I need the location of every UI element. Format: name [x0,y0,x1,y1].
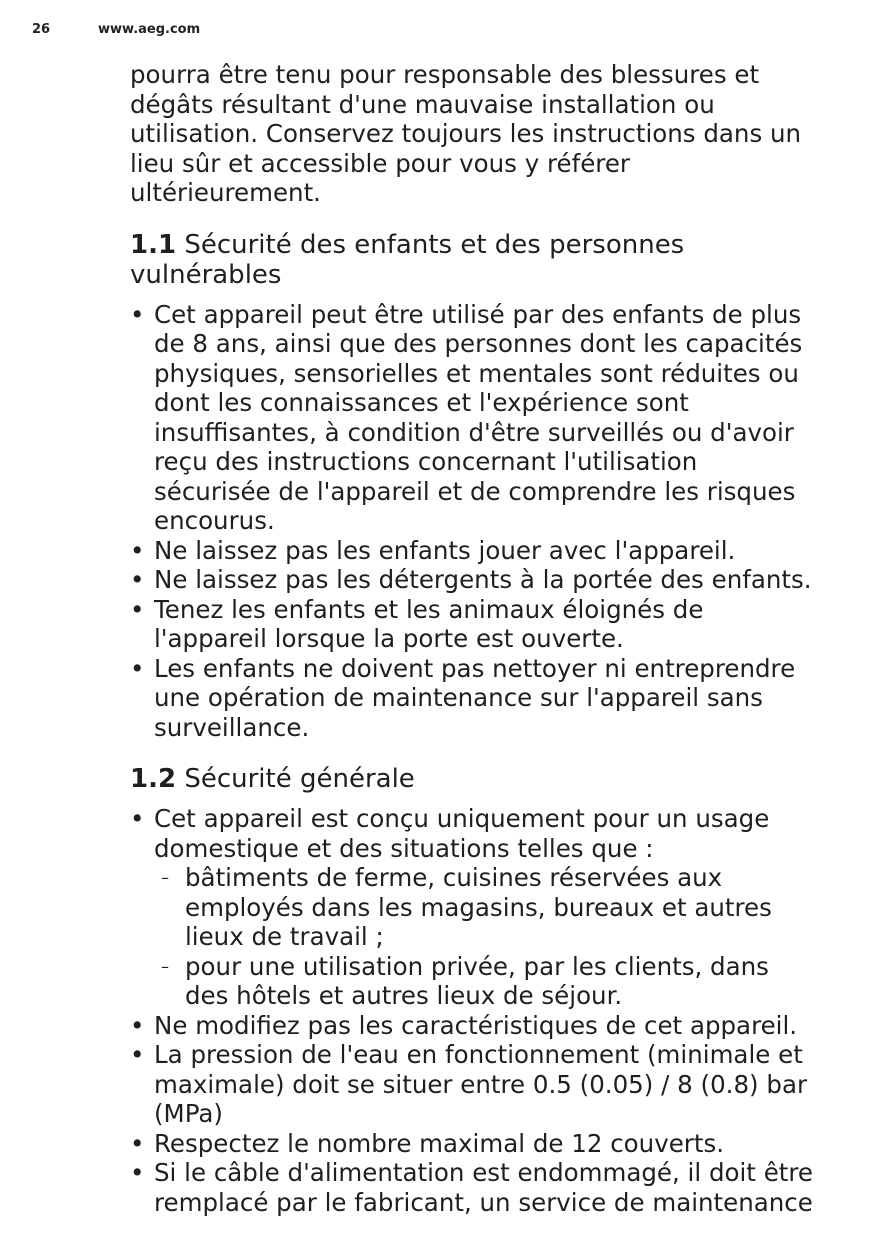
list-item: • Respectez le nombre maximal de 12 couverts. [130,1129,820,1159]
child-safety-list [130,300,820,743]
list-item: • Les enfants ne doivent pas nettoyer ni entreprendre une opération de maintenance sur l'appareil sans surveillance. [130,654,820,743]
website-url: www.aeg.com [98,22,201,37]
list-item: • Ne laissez pas les enfants jouer avec l'appareil. [130,536,820,566]
section-number: 1.2 [130,764,177,794]
list-item: • Ne modifiez pas les caractéristiques de cet appareil. [130,1011,820,1041]
list-item: • Tenez les enfants et les animaux éloignés de l'appareil lorsque la porte est ouverte. [130,595,820,654]
general-safety-list [130,804,820,1217]
section-number: 1.1 [130,229,177,260]
list-item-text: Cet appareil est conçu uniquement pour un usage domestique et des situations telles que : [154,804,770,863]
page-number: 26 [32,22,51,37]
page-header [32,22,200,37]
section-title: Sécurité des enfants et des personnes vulnérables [130,229,685,290]
list-item: • Ne laissez pas les détergents à la portée des enfants. [130,565,820,595]
usage-situations-list [154,863,820,1011]
list-item: • Si le câble d'alimentation est endommagé, il doit être remplacé par le fabricant, un service de maintenance [130,1158,820,1217]
section-heading-child-safety [130,230,820,290]
list-item: • La pression de l'eau en fonctionnement (minimale et maximale) doit se situer entre 0.5 (0.05) / 8 (0.8) bar (MPa) [130,1040,820,1129]
manual-content [130,60,820,1239]
section-heading-general-safety [130,764,820,794]
sub-list-item: – bâtiments de ferme, cuisines réservées aux employés dans les magasins, bureaux et autres lieux de travail ; [154,863,820,952]
sub-list-item: – pour une utilisation privée, par les clients, dans des hôtels et autres lieux de séjour. [154,952,820,1011]
intro-paragraph: pourra être tenu pour responsable des blessures et dégâts résultant d'une mauvaise installation ou utilisation. Conservez toujours les instructions dans un lieu sûr et accessible pour vous y référer ultérieurement. [130,60,802,207]
list-item [130,804,820,1011]
list-item: • Cet appareil peut être utilisé par des enfants de plus de 8 ans, ainsi que des personnes dont les capacités physiques, sensorielles et mentales sont réduites ou dont les connaissances et l'expérience sont insuffisantes, à condition d'être surveillés ou d'avoir reçu des instructions concernant l'utilisation sécurisée de l'appareil et de comprendre les risques encourus. [130,300,820,536]
section-title: Sécurité générale [184,764,415,794]
